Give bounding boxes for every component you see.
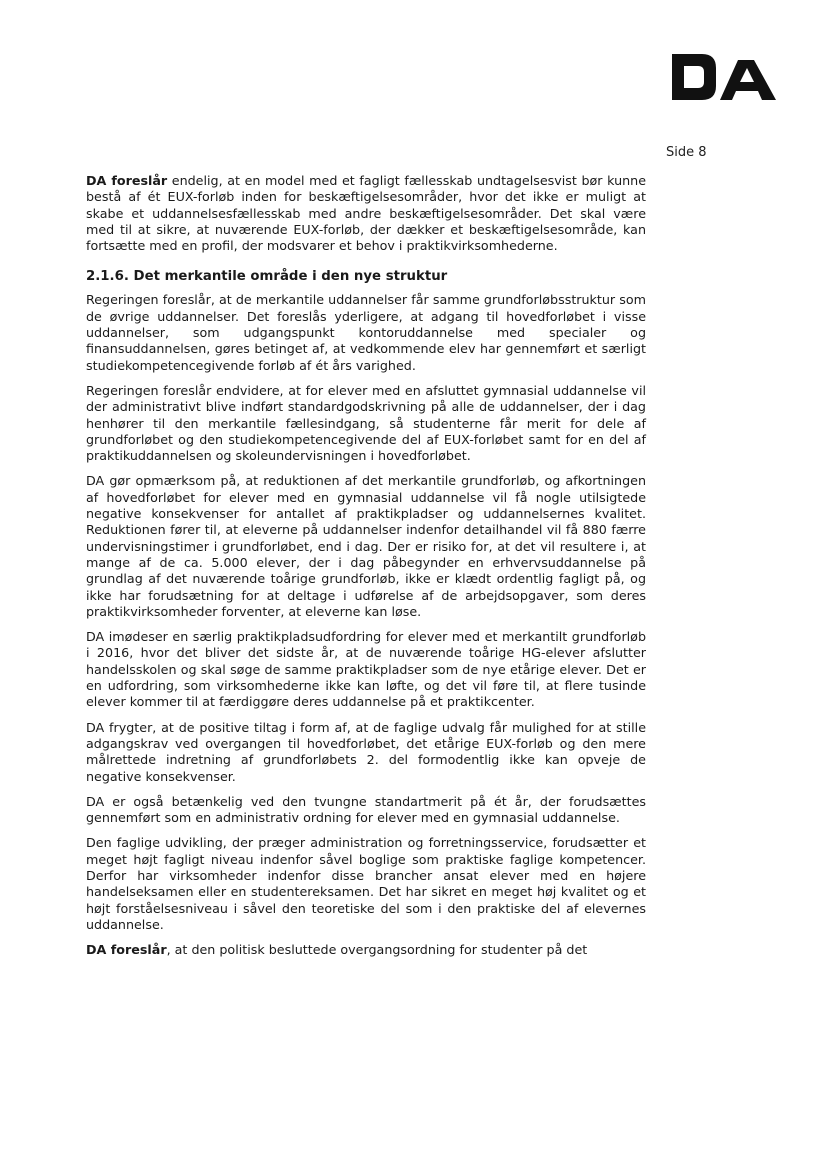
- da-logo: [668, 48, 780, 106]
- paragraph-3: [86, 383, 646, 464]
- document-body: [86, 173, 646, 967]
- paragraph-4-text: DA gør opmærksom på, at reduktionen af det merkantile grundforløb, og afkortningen af hovedforløbet for elever med en gymnasial uddannelse vil få nogle utilsigtede negative konsekvenser for antallet af praktikpladser og uddannelsernes kvalitet. Reduktionen fører til, at eleverne på uddannelser indenfor detailhandel vil få 880 færre undervisningstimer i grundforløbet, end i dag. Der er risiko for, at det vil resultere i, at mange af de ca. 5.000 elever, der i dag påbegynder en erhvervsuddannelse på grundlag af det nuværende toårige grundforløb, ikke er klædt ordentlig fagligt på, og ikke har forudsætning for at deltage i udførelse af de arbejdsopgaver, som deres praktikvirksomheder forventer, at eleverne kan løse.: [86, 473, 646, 619]
- paragraph-5: [86, 629, 646, 710]
- paragraph-8-text: Den faglige udvikling, der præger administration og forretningsservice, forudsætter et meget højt fagligt niveau indenfor såvel boglige som praktiske faglige kompetencer. Derfor har virksomheder indenfor disse brancher ansat elever med en højere handelseksamen eller en studentereksamen. Det har sikret en meget høj kvalitet og et højt forståelsesniveau i såvel den teoretiske del som i den praktiske del af elevernes uddannelse.: [86, 835, 646, 932]
- section-heading: 2.1.6. Det merkantile område i den nye struktur: [86, 269, 448, 285]
- paragraph-7-text: DA er også betænkelig ved den tvungne standartmerit på ét år, der forudsættes gennemført som en administrativ ordning for elever med en gymnasial uddannelse.: [86, 793, 646, 826]
- paragraph-2: [86, 292, 646, 373]
- page-number: Side 8: [666, 145, 707, 160]
- paragraph-1-lead: DA foreslår: [86, 173, 168, 188]
- paragraph-3-text: Regeringen foreslår endvidere, at for elever med en afsluttet gymnasial uddannelse vil der administrativt blive indført standardgodskrivning på alle de uddannelser, der i dag henhører til den merkantile fællesindgang, så studenterne får merit for dele af grundforløbet og den studiekompetencegivende del af EUX-forløbet samt for en del af praktikuddannelsen og skoleundervisningen i hovedforløbet.: [86, 382, 646, 464]
- paragraph-4: [86, 473, 646, 620]
- paragraph-2-text: Regeringen foreslår, at de merkantile uddannelser får samme grundforløbsstruktur som de øvrige uddannelser. Det foreslås yderligere, at adgang til hovedforløbet i visse uddannelser, som udgangspunkt kontoruddannelse med specialer og finansuddannelsen, gøres betinget af, at vedkommende elev har gennemført et særligt studiekompetencegivende forløb af ét års varighed.: [86, 292, 646, 373]
- logo-letter-a: [720, 60, 776, 100]
- paragraph-1: [86, 173, 646, 254]
- logo-letter-d: [672, 54, 716, 100]
- paragraph-7: [86, 794, 646, 827]
- paragraph-6-text: DA frygter, at de positive tiltag i form af, at de faglige udvalg får mulighed for at stille adgangskrav ved overgangen til hovedforløbet, det etårige EUX-forløb og den mere målrettede indretning af grundforløbets 2. del formodentlig ikke kan opveje de negative konsekvenser.: [86, 719, 646, 784]
- paragraph-9-text: , at den politisk besluttede overgangsordning for studenter på det: [166, 942, 588, 958]
- paragraph-9: [86, 942, 646, 958]
- paragraph-6: [86, 720, 646, 785]
- paragraph-9-lead: DA foreslår: [86, 942, 167, 958]
- paragraph-5-text: DA imødeser en særlig praktikpladsudfordring for elever med et merkantilt grundforløb i 2016, hvor det bliver det sidste år, at de nuværende toårige HG-elever afslutter handelsskolen og skal søge de samme praktikpladser som de nye etårige elever. Det er en udfordring, som virksomhederne ikke kan løfte, og det vil føre til, at flere tusinde elever kommer til at færdiggøre deres uddannelse på et praktikcenter.: [86, 629, 646, 710]
- paragraph-8: [86, 835, 646, 933]
- paragraph-1-text: endelig, at en model med et fagligt fællesskab undtagelsesvist bør kunne bestå af ét EUX-forløb inden for beskæftigelsesområder, hvor det ikke er muligt at skabe et uddannelsesfællesskab med andre beskæftigelsesområder. Det skal være med til at sikre, at nuværende EUX-forløb, der dækker et beskæftigelsesområde, kan fortsætte med en profil, der modsvarer et behov i praktikvirksomhederne.: [86, 173, 646, 254]
